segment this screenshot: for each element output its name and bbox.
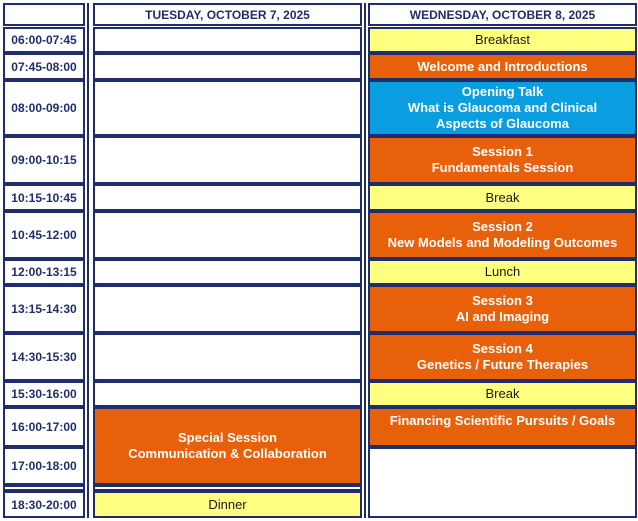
dinner-block [93,491,362,518]
tuesday-empty-cell [93,381,362,407]
break2-block [368,381,637,407]
column-divider [87,3,89,518]
break1-label: Break [485,189,520,205]
time-slot: 08:00-09:00 [3,80,85,136]
session4-subtitle: Genetics / Future Therapies [416,357,589,372]
session2-title: Session 2 [472,219,533,234]
tuesday-empty-cell [93,136,362,184]
time-slot: 15:30-16:00 [3,381,85,407]
session1-block [368,136,637,184]
lunch-block [368,259,637,285]
opening-talk-line3: Aspects of Glaucoma [436,116,569,131]
tuesday-empty-cell [93,211,362,259]
session1-title: Session 1 [472,144,533,159]
session2-subtitle: New Models and Modeling Outcomes [387,235,618,250]
opening-talk-block [368,80,637,136]
welcome-label: Welcome and Introductions [417,58,588,74]
time-slot: 10:15-10:45 [3,184,85,211]
time-slot: 16:00-17:00 [3,407,85,447]
session2-block [368,211,637,259]
wednesday-empty-cell [368,447,637,518]
wednesday-header: WEDNESDAY, OCTOBER 8, 2025 [368,3,637,26]
session4-title: Session 4 [472,341,533,356]
time-slot: 14:30-15:30 [3,333,85,381]
session3-block [368,285,637,333]
lunch-label: Lunch [484,264,521,279]
session4-block [368,333,637,381]
tuesday-empty-cell [93,53,362,80]
breakfast-block [368,27,637,53]
tuesday-empty-cell [93,27,362,53]
time-slot: 18:30-20:00 [3,491,85,518]
tuesday-empty-cell [93,80,362,136]
session1-subtitle: Fundamentals Session [431,160,574,175]
special-session-title: Special Session [178,430,277,445]
break1-block [368,184,637,211]
tuesday-header: TUESDAY, OCTOBER 7, 2025 [93,3,362,26]
breakfast-label: Breakfast [475,32,530,47]
tuesday-empty-cell [93,184,362,211]
time-slot: 13:15-14:30 [3,285,85,333]
special-session-subtitle: Communication & Collaboration [128,446,327,461]
time-slot: 09:00-10:15 [3,136,85,184]
time-slot: 06:00-07:45 [3,27,85,53]
time-slot: 07:45-08:00 [3,53,85,80]
time-header-blank [3,3,85,26]
opening-talk-title: Opening Talk [461,84,544,99]
financing-label: Financing Scientific Pursuits / Goals [389,413,616,428]
tuesday-empty-cell [93,259,362,285]
tuesday-empty-cell [93,333,362,381]
time-slot: 12:00-13:15 [3,259,85,285]
session3-title: Session 3 [472,293,533,308]
tuesday-empty-cell [93,285,362,333]
break2-label: Break [485,386,520,401]
session3-subtitle: AI and Imaging [455,309,550,324]
financing-block [368,407,637,447]
column-divider [364,3,366,518]
special-session-block [93,407,362,485]
time-slot: 17:00-18:00 [3,447,85,485]
dinner-label: Dinner [208,496,247,512]
welcome-block [368,53,637,80]
opening-talk-line2: What is Glaucoma and Clinical [407,100,598,115]
time-slot: 10:45-12:00 [3,211,85,259]
